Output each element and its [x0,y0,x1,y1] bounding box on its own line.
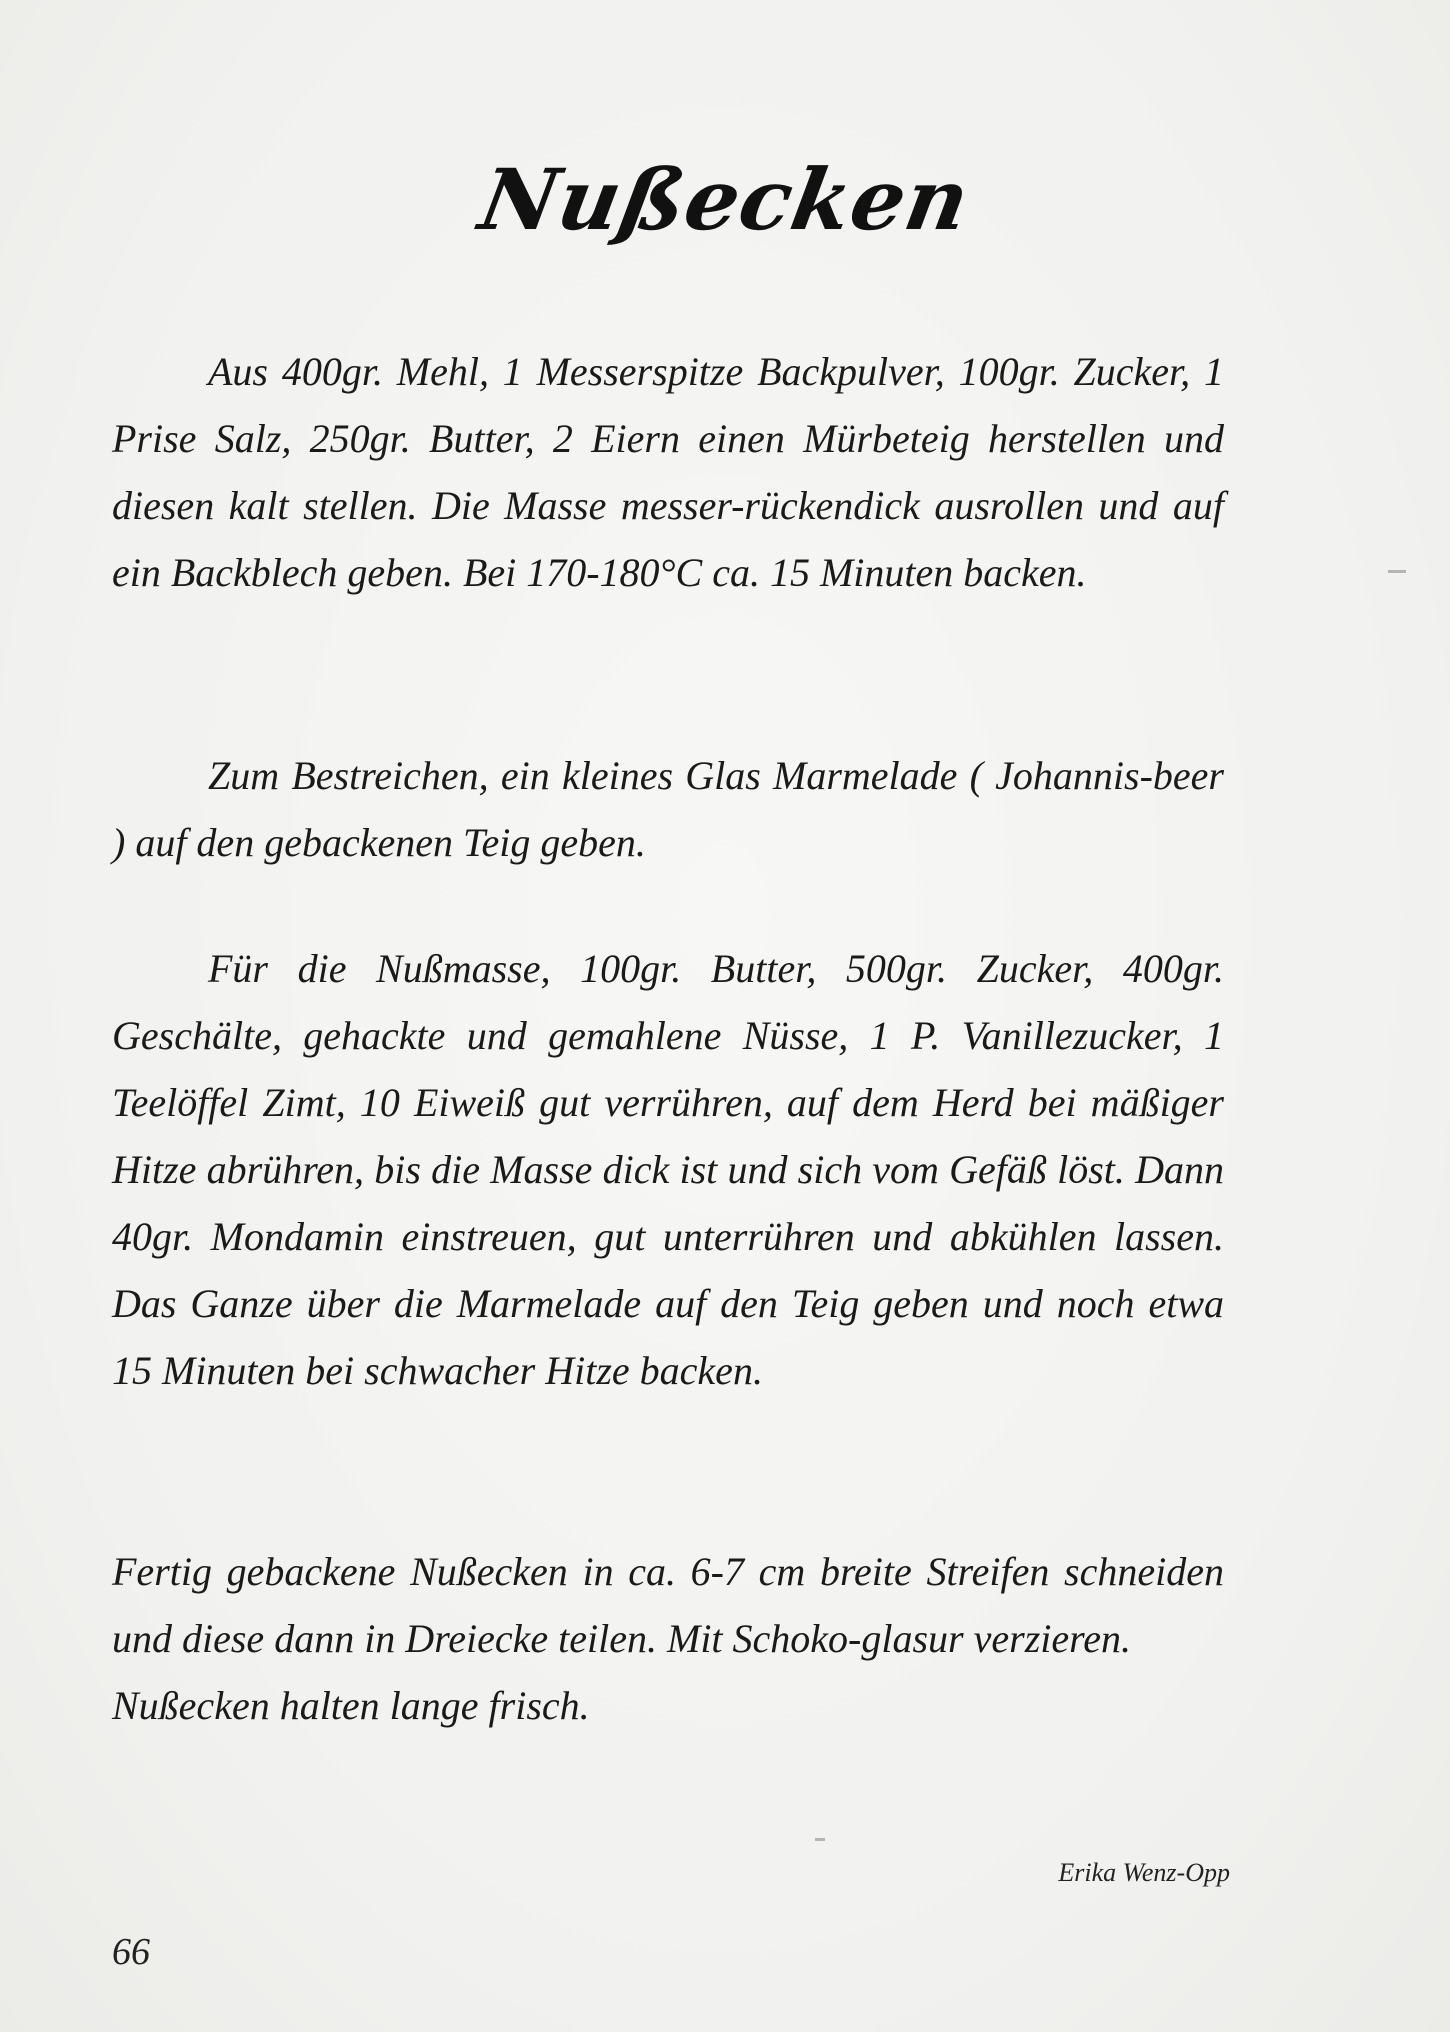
paragraph-dough-text: Aus 400gr. Mehl, 1 Messerspitze Backpulver, 100gr. Zucker, 1 Prise Salz, 250gr. Butter, 2 Eiern einen Mürbeteig herstellen und diesen kalt stellen. Die Masse messer-rückendick ausrollen und auf ein Backblech geben. Bei 170-180°C ca. 15 Minuten backen. [112,349,1224,595]
paragraph-spread-text: Zum Bestreichen, ein kleines Glas Marmelade ( Johannis-beer ) auf den gebackenen Teig geben. [112,753,1224,865]
paragraph-finish [112,1538,1224,1739]
paragraph-finish-text: Fertig gebackene Nußecken in ca. 6-7 cm breite Streifen schneiden und diese dann in Dreiecke teilen. Mit Schoko-glasur verzieren. [112,1549,1224,1661]
paragraph-dough [112,338,1224,606]
paragraph-nut-mixture [112,935,1224,1404]
scan-mark-bottom [815,1838,825,1841]
page-number: 66 [112,1931,150,1973]
recipe-title: Nußecken [472,150,978,249]
author-signature: Erika Wenz-Opp [1058,1858,1230,1887]
paragraph-freshness-note: Nußecken halten lange frisch. [112,1683,590,1728]
paragraph-spread [112,742,1224,876]
paragraph-nut-mixture-text: Für die Nußmasse, 100gr. Butter, 500gr. Zucker, 400gr. Geschälte, gehackte und gemahlene Nüsse, 1 P. Vanillezucker, 1 Teelöffel Zimt, 10 Eiweiß gut verrühren, auf dem Herd bei mäßiger Hitze abrühren, bis die Masse dick ist und sich vom Gefäß löst. Dann 40gr. Mondamin einstreuen, gut unterrühren und abkühlen lassen. Das Ganze über die Marmelade auf den Teig geben und noch etwa 15 Minuten bei schwacher Hitze backen. [112,946,1224,1393]
scan-mark-right [1388,570,1406,573]
